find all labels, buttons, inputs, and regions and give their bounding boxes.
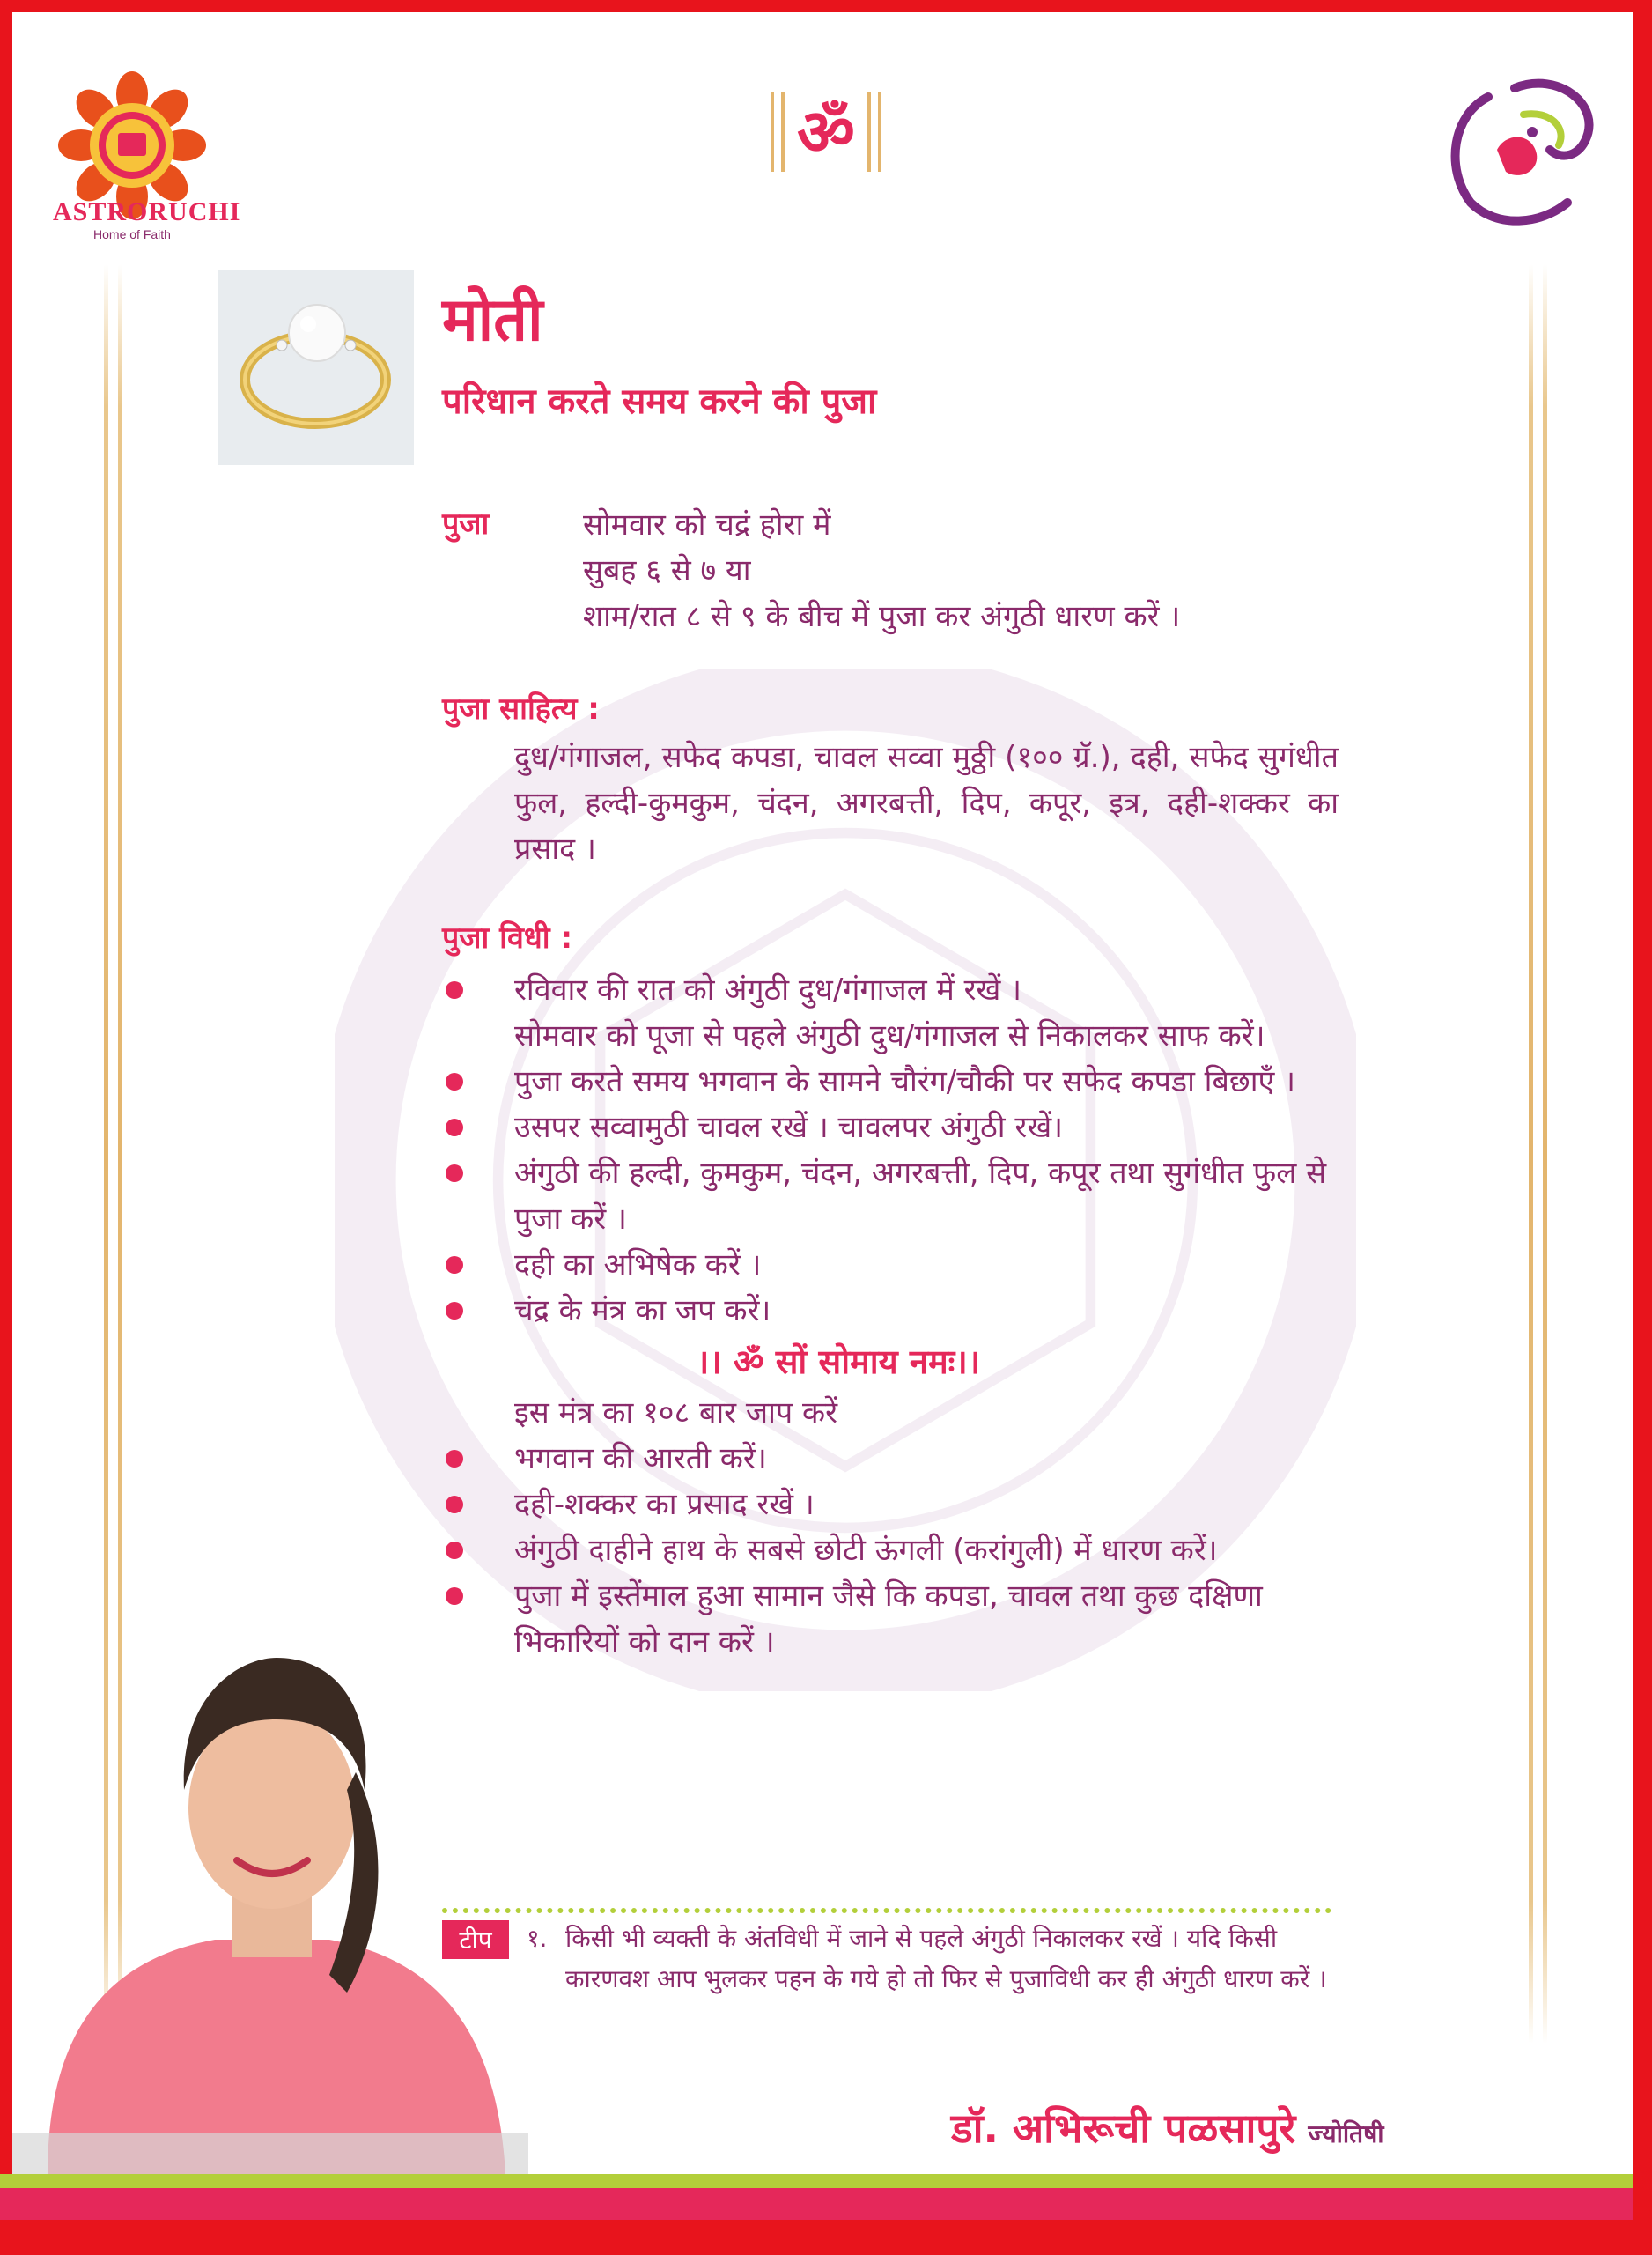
- list-item: रविवार की रात को अंगुठी दुध/गंगाजल में रखें ।: [442, 967, 1340, 1013]
- page-subtitle: परिधान करते समय करने की पुजा: [442, 381, 877, 422]
- dotted-divider: [442, 1908, 1331, 1913]
- list-item: उसपर सव्वामुठी चावल रखें । चावलपर अंगुठी रखें।: [442, 1105, 1340, 1150]
- om-bar-right-2: [878, 92, 881, 172]
- om-header: [756, 88, 896, 176]
- frame-right-border: [1633, 0, 1652, 2255]
- vidhi-list: [442, 967, 1340, 1665]
- ganesh-icon: [1435, 62, 1611, 238]
- frame-top-border: [0, 0, 1652, 12]
- page-title: मोती: [442, 285, 543, 355]
- bottom-green-band: [0, 2174, 1633, 2188]
- pearl-ring-image: [218, 270, 414, 465]
- bullet-icon: [446, 1496, 463, 1513]
- list-item: अंगुठी की हल्दी, कुमकुम, चंदन, अगरबत्ती, दिप, कपूर तथा सुगंधीत फुल से पुजा करें ।: [442, 1150, 1340, 1242]
- om-bar-left: [771, 92, 774, 172]
- list-item: चंद्र के मंत्र का जप करें।: [442, 1288, 1340, 1334]
- signature: [951, 2100, 1384, 2155]
- puja-label: पुजा: [442, 506, 490, 542]
- list-item: पुजा में इस्तेंमाल हुआ सामान जैसे कि कपडा, चावल तथा कुछ दक्षिणा भिकारियों को दान करें ।: [442, 1573, 1340, 1665]
- bullet-icon: [446, 1164, 463, 1182]
- bottom-pink-band: [0, 2188, 1633, 2220]
- bullet-icon: [446, 981, 463, 999]
- list-item: पुजा करते समय भगवान के सामने चौरंग/चौकी पर सफेद कपडा बिछाएँ ।: [442, 1059, 1340, 1105]
- gold-line-right-2: [1543, 264, 1547, 2044]
- bullet-icon: [446, 1302, 463, 1320]
- astrologer-portrait-image: [12, 1640, 528, 2174]
- frame-bottom-border: [0, 2220, 1652, 2255]
- bullet-icon: [446, 1587, 463, 1605]
- sahitya-heading: पुजा साहित्य :: [442, 691, 600, 727]
- bullet-icon: [446, 1542, 463, 1559]
- om-bar-right: [867, 92, 871, 172]
- puja-timing: [583, 502, 1180, 640]
- om-bar-left-2: [781, 92, 785, 172]
- list-item: अंगुठी दाहीने हाथ के सबसे छोटी ऊंगली (करांगुली) में धारण करें।: [442, 1527, 1340, 1573]
- puja-line: सोमवार को चद्रं होरा में: [583, 507, 831, 543]
- tip-number: १.: [527, 1924, 548, 1953]
- bullet-icon: [446, 1073, 463, 1091]
- astrologer-name: डॉ. अभिरूची पळसापुरे: [951, 2104, 1296, 2152]
- bullet-icon: [446, 1256, 463, 1274]
- om-symbol: ॐ: [797, 95, 855, 169]
- brand-tagline: Home of Faith: [93, 227, 171, 241]
- bullet-icon: [446, 1119, 463, 1136]
- vidhi-heading: पुजा विधी :: [442, 920, 573, 956]
- tip-text: किसी भी व्यक्ती के अंतविधी में जाने से पहले अंगुठी निकालकर रखें । यदि किसी कारणवश आप भुलकर पहन के गये हो तो फिर से पुजाविधी कर ही अंगुठी धारण करें ।: [565, 1924, 1327, 1993]
- puja-line: शाम/रात ८ से ९ के बीच में पुजा कर अंगुठी धारण करें ।: [583, 599, 1181, 634]
- tip-label: टीप: [442, 1920, 509, 1959]
- puja-line: सुबह ६ से ७ या: [583, 553, 751, 588]
- gold-line-right-1: [1529, 264, 1533, 2044]
- bullet-icon: [446, 1450, 463, 1468]
- list-item: दही का अभिषेक करें ।: [442, 1242, 1340, 1288]
- mantra-text: ।। ॐ सों सोमाय नमः।।: [696, 1342, 981, 1381]
- astrologer-role: ज्योतिषी: [1308, 2119, 1384, 2148]
- list-item: दही-शक्कर का प्रसाद रखें ।: [442, 1482, 1340, 1527]
- sahitya-text: दुध/गंगाजल, सफेद कपडा, चावल सव्वा मुठ्ठी (१०० ग्रॅ.), दही, सफेद सुगंधीत फुल, हल्दी-कुमकुम, चंदन, अगरबत्ती, दिप, कपूर, इत्र, दही-शक्कर का प्रसाद ।: [514, 740, 1339, 867]
- brand-name: ASTRORUCHI: [53, 197, 241, 226]
- frame-left-border: [0, 0, 12, 2255]
- list-item: भगवान की आरती करें।: [442, 1436, 1340, 1482]
- mantra-note: इस मंत्र का १०८ बार जाप करें: [514, 1395, 838, 1431]
- list-item: सोमवार को पूजा से पहले अंगुठी दुध/गंगाजल से निकालकर साफ करें।: [514, 1018, 1265, 1054]
